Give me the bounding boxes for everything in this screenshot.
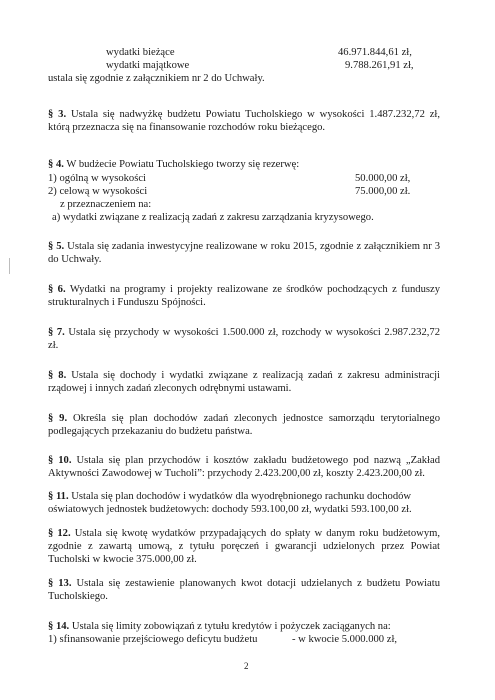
- paragraph-12-line2: zgodnie z zawartą umową, z tytułu poręczeń i gwarancji udzielonych przez Powiat: [48, 541, 440, 552]
- paragraph-12-line3: Tucholski w kwocie 375.000,00 zł.: [48, 554, 197, 565]
- paragraph-8-line1: § 8. Ustala się dochody i wydatki związane z realizacją zadań z zakresu administracji: [48, 370, 440, 381]
- paragraph-6-line2: strukturalnych i Funduszu Spójności.: [48, 297, 206, 308]
- paragraph-13-number: § 13.: [48, 578, 72, 589]
- paragraph-10-line2: Aktywności Zawodowej w Tucholi”: przychody 2.423.200,00 zł, koszty 2.423.200,00 zł.: [48, 468, 425, 479]
- margin-scan-mark: [9, 258, 10, 274]
- paragraph-5-line1: § 5. Ustala się zadania inwestycyjne realizowane w roku 2015, zgodnie z załącznikiem nr 3: [48, 241, 441, 252]
- paragraph-6-number: § 6.: [48, 284, 66, 295]
- paragraph-9-line2: podlegających przekazaniu do budżetu państwa.: [48, 426, 253, 437]
- paragraph-8-number: § 8.: [48, 370, 67, 381]
- paragraph-14-item1-value: - w kwocie 5.000.000 zł,: [292, 634, 398, 645]
- paragraph-11-line2: oświatowych jednostek budżetowych: dochody 593.100,00 zł, wydatki 593.100,00 zł.: [48, 504, 412, 515]
- paragraph-3-line2: którą przeznacza się na finansowanie rozchodów roku bieżącego.: [48, 122, 326, 133]
- paragraph-10-line1: § 10. Ustala się plan przychodów i kosztów zakładu budżetowego pod nazwą „Zakład: [48, 455, 441, 466]
- reserve-targeted-value: 75.000,00 zł.: [355, 186, 411, 197]
- paragraph-9-line1: § 9. Określa się plan dochodów zadań zleconych jednostce samorządu terytorialnego: [48, 413, 440, 424]
- paragraph-10-number: § 10.: [48, 455, 72, 466]
- paragraph-3-line1: § 3. Ustala się nadwyżkę budżetu Powiatu Tucholskiego w wysokości 1.487.232,72 zł,: [48, 109, 441, 120]
- paragraph-13-line2: Tucholskiego.: [48, 591, 108, 602]
- paragraph-14-item1-label: 1) sfinansowanie przejściowego deficytu budżetu: [48, 634, 258, 645]
- paragraph-7-number: § 7.: [48, 327, 65, 338]
- paragraph-14-line1: § 14. Ustala się limity zobowiązań z tytułu kredytów i pożyczek zaciąganych na:: [48, 621, 391, 632]
- property-expenses-value: 9.788.261,91 zł,: [345, 60, 414, 71]
- attachment-line: ustala się zgodnie z załącznikiem nr 2 do Uchwały.: [48, 73, 265, 84]
- page-number: 2: [244, 661, 249, 671]
- reserve-general-label: 1) ogólną w wysokości: [48, 173, 146, 184]
- paragraph-6-line1: § 6. Wydatki na programy i projekty realizowane ze środków pochodzących z funduszy: [48, 284, 440, 295]
- property-expenses-label: wydatki majątkowe: [106, 60, 190, 71]
- paragraph-3-number: § 3.: [48, 109, 67, 120]
- paragraph-7-line1: § 7. Ustala się przychody w wysokości 1.500.000 zł, rozchody w wysokości 2.987.232,72: [48, 327, 440, 338]
- paragraph-11-line1: § 11. Ustala się plan dochodów i wydatków dla wyodrębnionego rachunku dochodów: [48, 491, 412, 502]
- current-expenses-label: wydatki bieżące: [106, 47, 175, 58]
- paragraph-11-number: § 11.: [48, 491, 69, 502]
- paragraph-7-line2: zł.: [48, 340, 59, 351]
- paragraph-4-line1: § 4. W budżecie Powiatu Tucholskiego tworzy się rezerwę:: [48, 159, 300, 170]
- paragraph-4-number: § 4.: [48, 159, 64, 170]
- reserve-purpose-a: a) wydatki związane z realizacją zadań z zakresu zarządzania kryzysowego.: [52, 212, 374, 223]
- paragraph-9-number: § 9.: [48, 413, 68, 424]
- current-expenses-value: 46.971.844,61 zł,: [338, 47, 412, 58]
- paragraph-8-line2: rządowej i innych zadań zleconych odrębnymi ustawami.: [48, 383, 292, 394]
- paragraph-13-line1: § 13. Ustala się zestawienie planowanych kwot dotacji udzielanych z budżetu Powiatu: [48, 578, 440, 589]
- paragraph-12-number: § 12.: [48, 528, 71, 539]
- paragraph-5-number: § 5.: [48, 241, 65, 252]
- paragraph-5-line2: do Uchwały.: [48, 254, 102, 265]
- paragraph-14-number: § 14.: [48, 621, 70, 632]
- paragraph-12-line1: § 12. Ustala się kwotę wydatków przypadających do spłaty w danym roku budżetowym,: [48, 528, 441, 539]
- reserve-general-value: 50.000,00 zł,: [355, 173, 411, 184]
- reserve-targeted-label: 2) celową w wysokości: [48, 186, 148, 197]
- reserve-purpose-label: z przeznaczeniem na:: [60, 199, 152, 210]
